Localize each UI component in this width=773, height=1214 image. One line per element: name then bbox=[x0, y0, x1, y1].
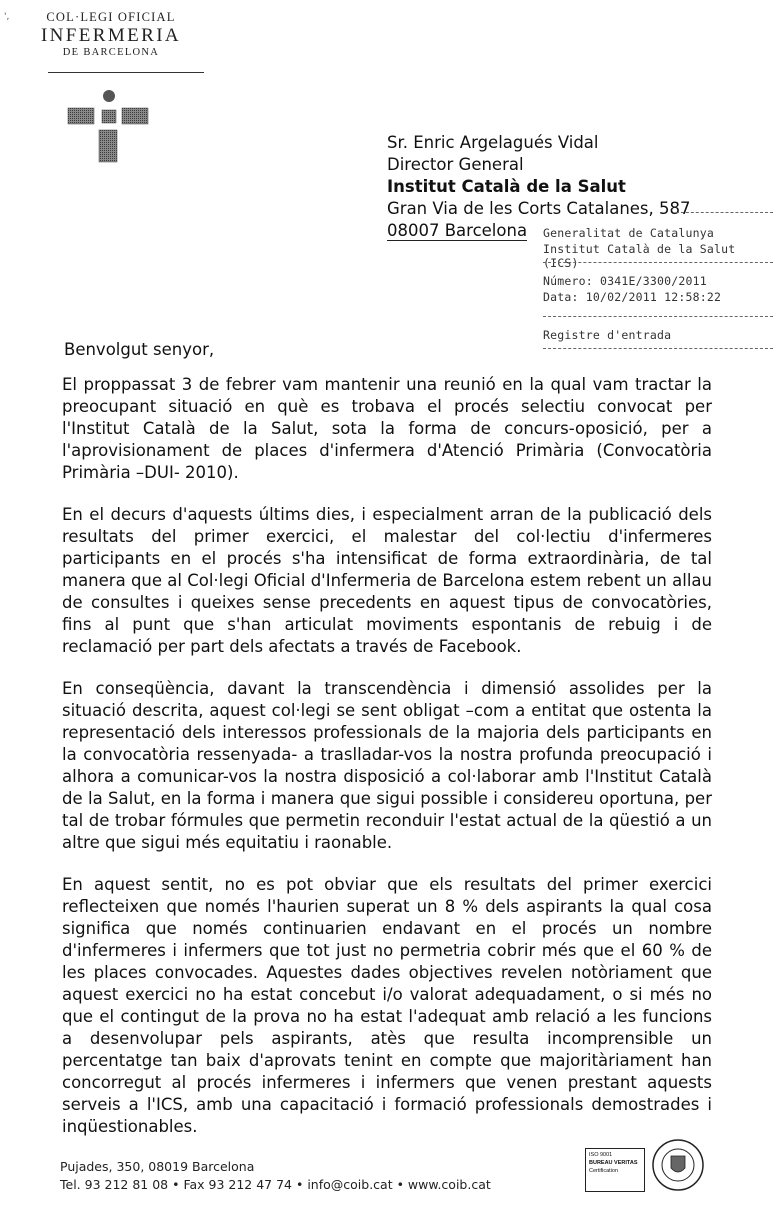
corner-mark: ', bbox=[4, 12, 10, 22]
paragraph: En aquest sentit, no es pot obviar que els resultats del primer exercici reflecteixen que només l'haurien superat un 8 % dels aspirants la qual cosa significa que només continuarien endavant en el procés un nombre d'infermeres i infermers que tot just no permetria cobrir més que el 60 % de les places convocades. Aquestes dades objectives revelen notòriament que aquest exercici no ha estat concebut i/o valorat adequadament, o si més no que el contingut de la prova no ha estat l'adequat amb relació a les funcions a desenvolupar pels aspirants, atès que resulta incomprensible un percentatge tan baix d'aprovats tenint en compte que majoritàriament han concorregut al procés infermeres i infermers que venen prestant aquests serveis a l'ICS, amb una capacitació i formació professionals demostrades i inqüestionables. bbox=[62, 875, 712, 1136]
letterhead bbox=[16, 10, 206, 58]
salutation: Benvolgut senyor, bbox=[64, 340, 215, 359]
footer bbox=[60, 1158, 491, 1194]
letterhead-line-1: COL·LEGI OFICIAL bbox=[46, 10, 176, 24]
stamp-data bbox=[543, 290, 721, 304]
stamp-rule-1 bbox=[543, 262, 773, 263]
stamp-data-value: 10/02/2011 12:58:22 bbox=[585, 290, 722, 304]
cert-box-line-2: BUREAU VERITAS bbox=[589, 1160, 638, 1166]
paragraph: El proppassat 3 de febrer vam mantenir una reunió en la qual vam tractar la preocupant situació en què es trobava el procés selectiu convocat per l'Institut Català de la Salut, sota la forma de concurs-oposició, per a l'aprovisionament de places d'infermera d'Atenció Primària (Convocatòria Primària –DUI- 2010). bbox=[62, 375, 712, 482]
iso-certification-box bbox=[585, 1148, 645, 1192]
cert-box-line-3: Certification bbox=[589, 1168, 619, 1174]
letterhead-line-2: INFERMERIA bbox=[40, 25, 182, 46]
stamp-line-2: Institut Català de la Salut (ICS) bbox=[543, 242, 736, 270]
letterhead-line-3: DE BARCELONA bbox=[62, 47, 160, 58]
stamp-numero-label: Número: bbox=[543, 274, 593, 288]
letter-body bbox=[62, 374, 712, 1158]
certification-marks bbox=[585, 1132, 705, 1196]
stamp-rule-2 bbox=[543, 316, 773, 317]
letterhead-rule bbox=[48, 72, 204, 73]
recipient-city: 08007 Barcelona bbox=[387, 221, 528, 240]
paragraph: En conseqüència, davant la transcendència i dimensió assolides per la situació descrita, aquest col·legi se sent obligat –com a entitat que ostenta la representació dels interessos professionals de la majoria dels participants en la convocatòria ressenyada- a traslladar-vos la nostra profunda preocupació i alhora a comunicar-vos la nostra disposició a col·laborar amb l'Institut Català de la Salut, en la forma i manera que sigui possible i considereu oportuna, per tal de trobar fórmules que permetin reconduir l'estat actual de la qüestió a un altre que sigui més equitatiu i raonable. bbox=[62, 679, 712, 852]
footer-address: Pujades, 350, 08019 Barcelona bbox=[60, 1159, 255, 1174]
stamp-line-1: Generalitat de Catalunya bbox=[543, 226, 714, 240]
footer-contact: Tel. 93 212 81 08 • Fax 93 212 47 74 • info@coib.cat • www.coib.cat bbox=[60, 1177, 491, 1192]
recipient-title: Director General bbox=[387, 155, 524, 174]
stamp-numero bbox=[543, 274, 707, 288]
stamp-rule-3 bbox=[543, 348, 773, 349]
stamp-registre: Registre d'entrada bbox=[543, 328, 672, 342]
recipient-street: Gran Via de les Corts Catalanes, 587 bbox=[387, 199, 691, 218]
recipient-name: Sr. Enric Argelagués Vidal bbox=[387, 133, 599, 152]
stamp-data-label: Data: bbox=[543, 290, 579, 304]
bureau-veritas-seal-icon bbox=[651, 1138, 705, 1192]
cert-box-line-1: ISO 9001 bbox=[589, 1152, 613, 1158]
stamp-numero-value: 0341E/3300/2011 bbox=[600, 274, 707, 288]
stamp-rule-top bbox=[676, 212, 773, 213]
recipient-institution: Institut Català de la Salut bbox=[387, 177, 626, 196]
paragraph: En el decurs d'aquests últims dies, i especialment arran de la publicació dels resultats del primer exercici, el malestar del col·lectiu d'infermeres participants en el procés s'ha intensificat de forma extraordinària, de tal manera que al Col·legi Oficial d'Infermeria de Barcelona estem rebent un allau de consultes i queixes sense precedents en aquest tipus de convocatòries, fins al punt que s'han articulat moviments espontanis de rebuig i de reclamació per part dels afectats a través de Facebook. bbox=[62, 505, 712, 656]
coib-cross-logo bbox=[64, 86, 154, 166]
